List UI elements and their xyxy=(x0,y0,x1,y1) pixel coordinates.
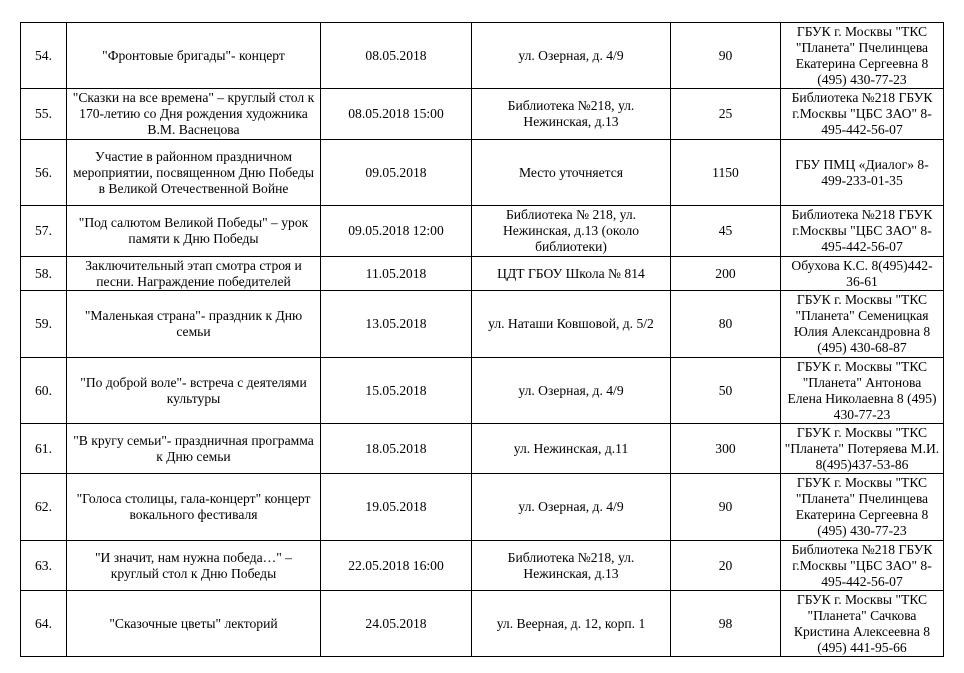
participant-count: 25 xyxy=(671,89,781,140)
table-row xyxy=(21,474,944,541)
event-place: ул. Нежинская, д.11 xyxy=(472,424,671,474)
event-name: "Фронтовые бригады"- концерт xyxy=(67,23,321,89)
table-row xyxy=(21,140,944,206)
organizer-contact: ГБУК г. Москвы "ТКС "Планета" Пчелинцева Екатерина Сергеевна 8 (495) 430-77-23 xyxy=(781,474,944,541)
table-row xyxy=(21,206,944,257)
event-place: Библиотека № 218, ул. Нежинская, д.13 (около библиотеки) xyxy=(472,206,671,257)
participant-count: 90 xyxy=(671,474,781,541)
table-row xyxy=(21,291,944,358)
table-row xyxy=(21,358,944,424)
event-place: ул. Веерная, д. 12, корп. 1 xyxy=(472,591,671,657)
event-place: ул. Озерная, д. 4/9 xyxy=(472,474,671,541)
row-number: 60. xyxy=(21,358,67,424)
event-date: 18.05.2018 xyxy=(321,424,472,474)
event-place: Библиотека №218, ул. Нежинская, д.13 xyxy=(472,89,671,140)
row-number: 62. xyxy=(21,474,67,541)
participant-count: 80 xyxy=(671,291,781,358)
row-number: 59. xyxy=(21,291,67,358)
events-table-body xyxy=(21,23,944,657)
event-date: 11.05.2018 xyxy=(321,257,472,291)
participant-count: 200 xyxy=(671,257,781,291)
organizer-contact: Библиотека №218 ГБУК г.Москвы "ЦБС ЗАО" 8-495-442-56-07 xyxy=(781,206,944,257)
row-number: 63. xyxy=(21,541,67,591)
table-row xyxy=(21,541,944,591)
event-place: Библиотека №218, ул. Нежинская, д.13 xyxy=(472,541,671,591)
participant-count: 90 xyxy=(671,23,781,89)
organizer-contact: Обухова К.С. 8(495)442-36-61 xyxy=(781,257,944,291)
organizer-contact: Библиотека №218 ГБУК г.Москвы "ЦБС ЗАО" 8-495-442-56-07 xyxy=(781,89,944,140)
row-number: 56. xyxy=(21,140,67,206)
row-number: 57. xyxy=(21,206,67,257)
event-name: "Голоса столицы, гала-концерт" концерт вокального фестиваля xyxy=(67,474,321,541)
event-name: Заключительный этап смотра строя и песни. Награждение победителей xyxy=(67,257,321,291)
row-number: 61. xyxy=(21,424,67,474)
organizer-contact: Библиотека №218 ГБУК г.Москвы "ЦБС ЗАО" 8-495-442-56-07 xyxy=(781,541,944,591)
row-number: 54. xyxy=(21,23,67,89)
participant-count: 98 xyxy=(671,591,781,657)
event-place: ул. Наташи Ковшовой, д. 5/2 xyxy=(472,291,671,358)
participant-count: 300 xyxy=(671,424,781,474)
table-row xyxy=(21,591,944,657)
event-name: Участие в районном праздничном мероприятии, посвященном Дню Победы в Великой Отечественной Войне xyxy=(67,140,321,206)
event-name: "Под салютом Великой Победы" – урок памяти к Дню Победы xyxy=(67,206,321,257)
row-number: 55. xyxy=(21,89,67,140)
event-date: 15.05.2018 xyxy=(321,358,472,424)
event-date: 19.05.2018 xyxy=(321,474,472,541)
organizer-contact: ГБУ ПМЦ «Диалог» 8-499-233-01-35 xyxy=(781,140,944,206)
table-row xyxy=(21,23,944,89)
event-date: 08.05.2018 15:00 xyxy=(321,89,472,140)
event-place: ул. Озерная, д. 4/9 xyxy=(472,358,671,424)
row-number: 58. xyxy=(21,257,67,291)
table-row xyxy=(21,257,944,291)
event-date: 09.05.2018 12:00 xyxy=(321,206,472,257)
event-date: 13.05.2018 xyxy=(321,291,472,358)
event-date: 24.05.2018 xyxy=(321,591,472,657)
event-name: "В кругу семьи"- праздничная программа к Дню семьи xyxy=(67,424,321,474)
event-date: 22.05.2018 16:00 xyxy=(321,541,472,591)
organizer-contact: ГБУК г. Москвы "ТКС "Планета" Антонова Елена Николаевна 8 (495) 430-77-23 xyxy=(781,358,944,424)
event-name: "Сказочные цветы" лекторий xyxy=(67,591,321,657)
participant-count: 45 xyxy=(671,206,781,257)
organizer-contact: ГБУК г. Москвы "ТКС "Планета" Потеряева М.И. 8(495)437-53-86 xyxy=(781,424,944,474)
table-row xyxy=(21,424,944,474)
event-date: 08.05.2018 xyxy=(321,23,472,89)
organizer-contact: ГБУК г. Москвы "ТКС "Планета" Семеницкая Юлия Александровна 8 (495) 430-68-87 xyxy=(781,291,944,358)
row-number: 64. xyxy=(21,591,67,657)
event-place: Место уточняется xyxy=(472,140,671,206)
organizer-contact: ГБУК г. Москвы "ТКС "Планета" Сачкова Кристина Алексеевна 8 (495) 441-95-66 xyxy=(781,591,944,657)
participant-count: 1150 xyxy=(671,140,781,206)
table-row xyxy=(21,89,944,140)
event-name: "По доброй воле"- встреча с деятелями культуры xyxy=(67,358,321,424)
event-name: "Сказки на все времена" – круглый стол к 170-летию со Дня рождения художника В.М. Васнецова xyxy=(67,89,321,140)
event-place: ул. Озерная, д. 4/9 xyxy=(472,23,671,89)
event-date: 09.05.2018 xyxy=(321,140,472,206)
event-name: "И значит, нам нужна победа…" – круглый стол к Дню Победы xyxy=(67,541,321,591)
event-name: "Маленькая страна"- праздник к Дню семьи xyxy=(67,291,321,358)
organizer-contact: ГБУК г. Москвы "ТКС "Планета" Пчелинцева Екатерина Сергеевна 8 (495) 430-77-23 xyxy=(781,23,944,89)
participant-count: 20 xyxy=(671,541,781,591)
participant-count: 50 xyxy=(671,358,781,424)
event-place: ЦДТ ГБОУ Школа № 814 xyxy=(472,257,671,291)
events-table xyxy=(20,22,944,657)
